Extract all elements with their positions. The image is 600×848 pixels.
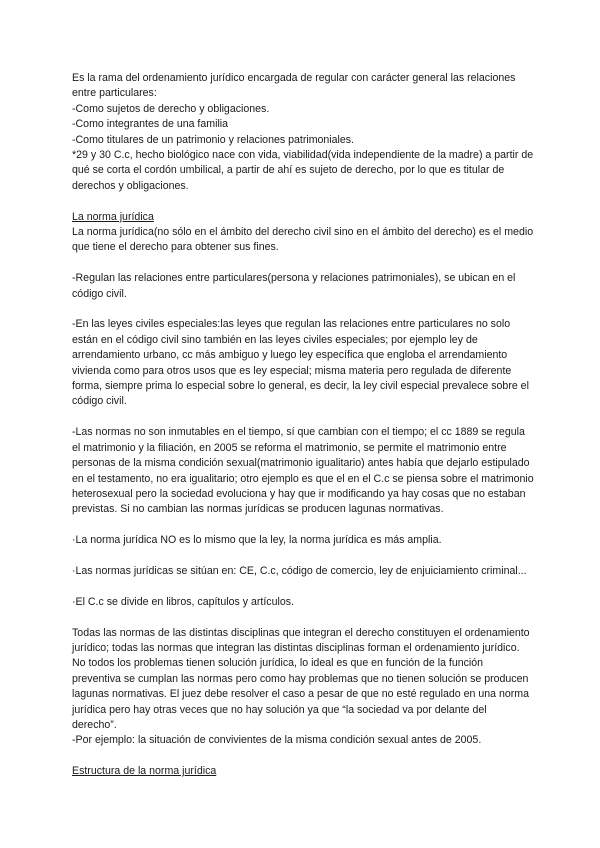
paragraph-gap	[72, 410, 534, 425]
paragraph-gap	[72, 549, 534, 564]
paragraph-gap	[72, 518, 534, 533]
paragraph-gap	[72, 194, 534, 209]
list-item: -Como integrantes de una familia	[72, 118, 229, 131]
section-heading-norma-juridica: La norma jurídica	[72, 210, 154, 223]
paragraph: Todas las normas de las distintas disciplinas que integran el derecho constituyen el ordenamiento jurídico; todas las normas que integran las distintas disciplinas forman el ordenamiento jurídico. No todos los problemas tienen solución jurídica, lo ideal es que en función de la función preventiva se cumplan las normas pero como hay problemas que no tienen solución se producen lagunas normativas. El juez debe resolver el caso a pesar de que no esté regulado en una norma jurídica pero hay otras veces que no hay solución ya que “la sociedad va por delante del derecho”.	[72, 626, 530, 731]
paragraph-gap	[72, 256, 534, 271]
paragraph-gap	[72, 610, 534, 625]
intro-paragraph: Es la rama del ordenamiento jurídico encargada de regular con carácter general las relaciones entre particulares:	[72, 72, 516, 100]
paragraph: La norma jurídica(no sólo en el ámbito del derecho civil sino en el ámbito del derecho) es el medio que tiene el derecho para obtener sus fines.	[72, 226, 534, 254]
paragraph: ·Las normas jurídicas se sitúan en: CE, C.c, código de comercio, ley de enjuiciamiento criminal...	[72, 564, 527, 577]
paragraph: ·El C.c se divide en libros, capítulos y artículos.	[72, 595, 294, 608]
paragraph: -Por ejemplo: la situación de convivientes de la misma condición sexual antes de 2005.	[72, 734, 482, 747]
document-page	[72, 71, 534, 780]
article-note-paragraph: *29 y 30 C.c, hecho biológico nace con vida, viabilidad(vida independiente de la madre) a partir de qué se corta el cordón umbilical, a partir de ahí es sujeto de derecho, por lo que es titular de derechos y obligaciones.	[72, 149, 534, 192]
paragraph-gap	[72, 302, 534, 317]
paragraph-gap	[72, 579, 534, 594]
paragraph-gap	[72, 749, 534, 764]
paragraph: -Regulan las relaciones entre particulares(persona y relaciones patrimoniales), se ubican en el código civil.	[72, 272, 516, 300]
paragraph: -En las leyes civiles especiales:las leyes que regulan las relaciones entre particulares no solo están en el código civil sino también en las leyes civiles especiales; por ejemplo ley de arrendamiento urbano, cc más ambiguo y luego ley específica que engloba el arrendamiento vivienda como para otros usos que es ley especial; misma materia pero regulada de diferente forma, siempre prima lo especial sobre lo general, es decir, la ley civil especial prevalece sobre el código civil.	[72, 318, 529, 408]
paragraph: ·La norma jurídica NO es lo mismo que la ley, la norma jurídica es más amplia.	[72, 534, 442, 547]
section-heading-estructura: Estructura de la norma jurídica	[72, 765, 217, 778]
paragraph: -Las normas no son inmutables en el tiempo, sí que cambian con el tiempo; el cc 1889 se regula el matrimonio y la filiación, en 2005 se reforma el matrimonio, se permite el matrimonio entre personas de la misma condición sexual(matrimonio igualitario) antes había que dejarlo estipulado en el testamento, no era igualitario; otro ejemplo es que el en el C.c se piensa sobre el matrimonio heterosexual pero la sociedad evoluciona y hay que ir modificando ya hay cosas que no estaban previstas. Si no cambian las normas jurídicas se producen lagunas normativas.	[72, 426, 534, 516]
list-item: -Como titulares de un patrimonio y relaciones patrimoniales.	[72, 133, 355, 146]
list-item: -Como sujetos de derecho y obligaciones.	[72, 102, 270, 115]
